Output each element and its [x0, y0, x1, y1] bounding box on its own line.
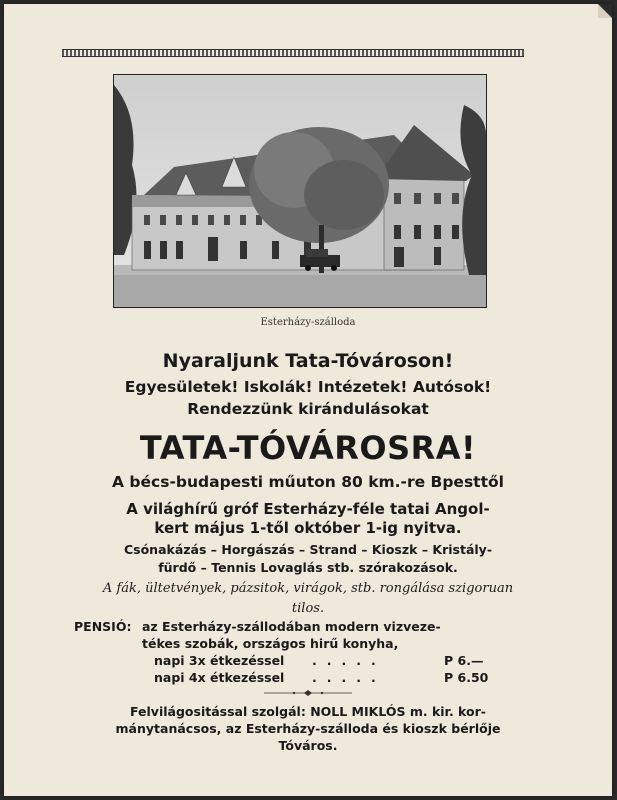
decorative-top-border	[62, 49, 524, 57]
callout: Egyesületek! Iskolák! Intézetek! Autósok!	[124, 378, 492, 396]
pension-option-1: napi 3x étkezéssel	[154, 653, 285, 668]
destination-title: TATA-TÓVÁROSRA!	[139, 429, 477, 467]
headline: Nyaraljunk Tata-Tóvároson!	[162, 350, 454, 372]
footer-line-3: Tóváros.	[278, 738, 338, 753]
activities-line-1: Csónakázás – Horgászás – Strand – Kioszk – Kristály-	[123, 542, 493, 557]
footer-line-2: mánytanácsos, az Esterházy-szálloda és kioszk bérlője	[115, 721, 501, 736]
ornament-divider	[264, 690, 352, 696]
footer-line-1: Felvilágositással szolgál: NOLL MIKLÓS m. kir. kor-	[130, 704, 486, 719]
notice-line-2: tilos.	[291, 601, 325, 616]
pension-price-2: P 6.50	[444, 670, 489, 685]
hotel-photo	[113, 74, 487, 308]
subline: Rendezzünk kirándulásokat	[187, 400, 429, 418]
pension-dots-2: .....	[312, 670, 386, 685]
photo-caption: Esterházy-szálloda	[260, 317, 356, 328]
pension-dots-1: .....	[312, 653, 386, 668]
pension-line-2: tékes szobák, országos hirű konyha,	[142, 636, 399, 651]
notice-line-1: A fák, ültetvények, pázsitok, virágok, stb. rongálása szigoruan	[102, 581, 514, 596]
pension-option-2: napi 4x étkezéssel	[154, 670, 285, 685]
pension-line-1: az Esterházy-szállodában modern vizveze-	[142, 619, 441, 634]
pension-label: PENSIÓ:	[74, 619, 132, 634]
park-line-1: A világhírű gróf Esterházy-féle tatai Angol-	[126, 500, 490, 518]
park-line-2: kert május 1-től október 1-ig nyitva.	[154, 519, 462, 537]
flyer-page	[4, 4, 612, 796]
pension-price-1: P 6.—	[444, 653, 484, 668]
distance-line: A bécs-budapesti műuton 80 km.-re Bpesttől	[112, 473, 504, 491]
activities-line-2: fürdő – Tennis Lovaglás stb. szórakozások.	[158, 560, 458, 575]
